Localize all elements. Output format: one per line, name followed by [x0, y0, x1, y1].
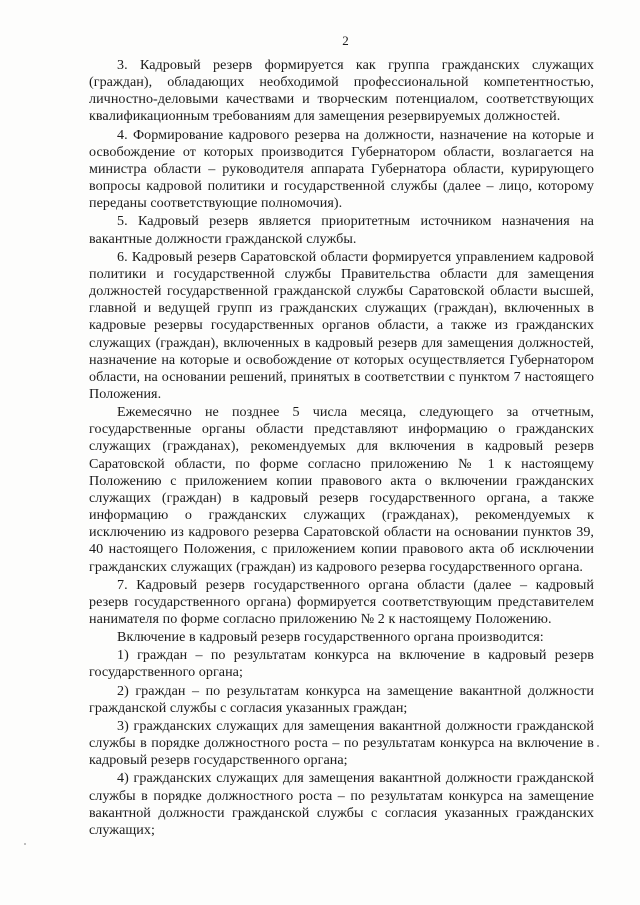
paragraph-7-intro: Включение в кадровый резерв государственного органа производится: — [117, 629, 544, 646]
scan-speck — [24, 843, 26, 845]
list-item-1: 1) граждан – по результатам конкурса на включение в кадровый резерв государственного органа; — [89, 647, 594, 681]
paragraph-7: 7. Кадровый резерв государственного органа области (далее – кадровый резерв государственного органа) формируется соответствующим представителем нанимателя по форме согласно приложению № 2 к настоящему Положению. — [89, 576, 594, 627]
paragraph-4: 4. Формирование кадрового резерва на должности, назначение на которые и освобождение от которых производится Губернатором области, возлагается на министра области – руководителя аппарата Губернатора области, курирующего вопросы кадровой политики и государственной службы (далее – лицо, которому переданы соответствующие полномочия). — [89, 126, 594, 212]
list-item-2: 2) граждан – по результатам конкурса на замещение вакантной должности гражданской службы с согласия указанных граждан; — [89, 682, 594, 716]
paragraph-6: 6. Кадровый резерв Саратовской области формируется управлением кадровой политики и государственной службы Правительства области для замещения должностей государственной гражданской службы Саратовской области высшей, главной и ведущей групп из гражданских служащих (граждан), включенных в кадровые резервы государственных органов области, а также из гражданских служащих (граждан), включенных в кадровый резерв для замещения должностей, назначение на которые и освобождение от которых осуществляется Губернатором области, на основании решений, принятых в соответствии с пунктом 7 настоящего Положения. — [89, 248, 594, 402]
list-item-3: 3) гражданских служащих для замещения вакантной должности гражданской службы в порядке должностного роста – по результатам конкурса на включение в кадровый резерв государственного органа; — [89, 717, 594, 769]
page-number: 2 — [342, 33, 349, 48]
paragraph-5: 5. Кадровый резерв является приоритетным источником назначения на вакантные должности гражданской службы. — [89, 213, 594, 247]
list-item-4: 4) гражданских служащих для замещения вакантной должности гражданской службы в порядке должностного роста – по результатам конкурса на замещение вакантной должности гражданской службы с согласия указанных гражданских служащих; — [89, 770, 594, 838]
paragraph-3: 3. Кадровый резерв формируется как группа гражданских служащих (граждан), обладающих необходимой профессиональной компетентностью, личностно-деловыми качествами и творческим потенциалом, соответствующих квалификационным требованиям для замещения резервируемых должностей. — [89, 57, 594, 125]
paragraph-6-monthly: Ежемесячно не позднее 5 числа месяца, следующего за отчетным, государственные органы области представляют информацию о гражданских служащих (гражданах), рекомендуемых для включения в кадровый резерв Саратовской области, по форме согласно приложению № 1 к настоящему Положению с приложением копии правового акта о включении гражданских служащих (граждан) в кадровый резерв государственного органа, а также информацию о гражданских служащих (гражданах), рекомендуемых к исключению из кадрового резерва Саратовской области на основании пунктов 39, 40 настоящего Положения, с приложением копии правового акта об исключении гражданских служащих (граждан) из кадрового резерва государственного органа. — [89, 404, 594, 575]
scan-speck — [597, 745, 599, 747]
